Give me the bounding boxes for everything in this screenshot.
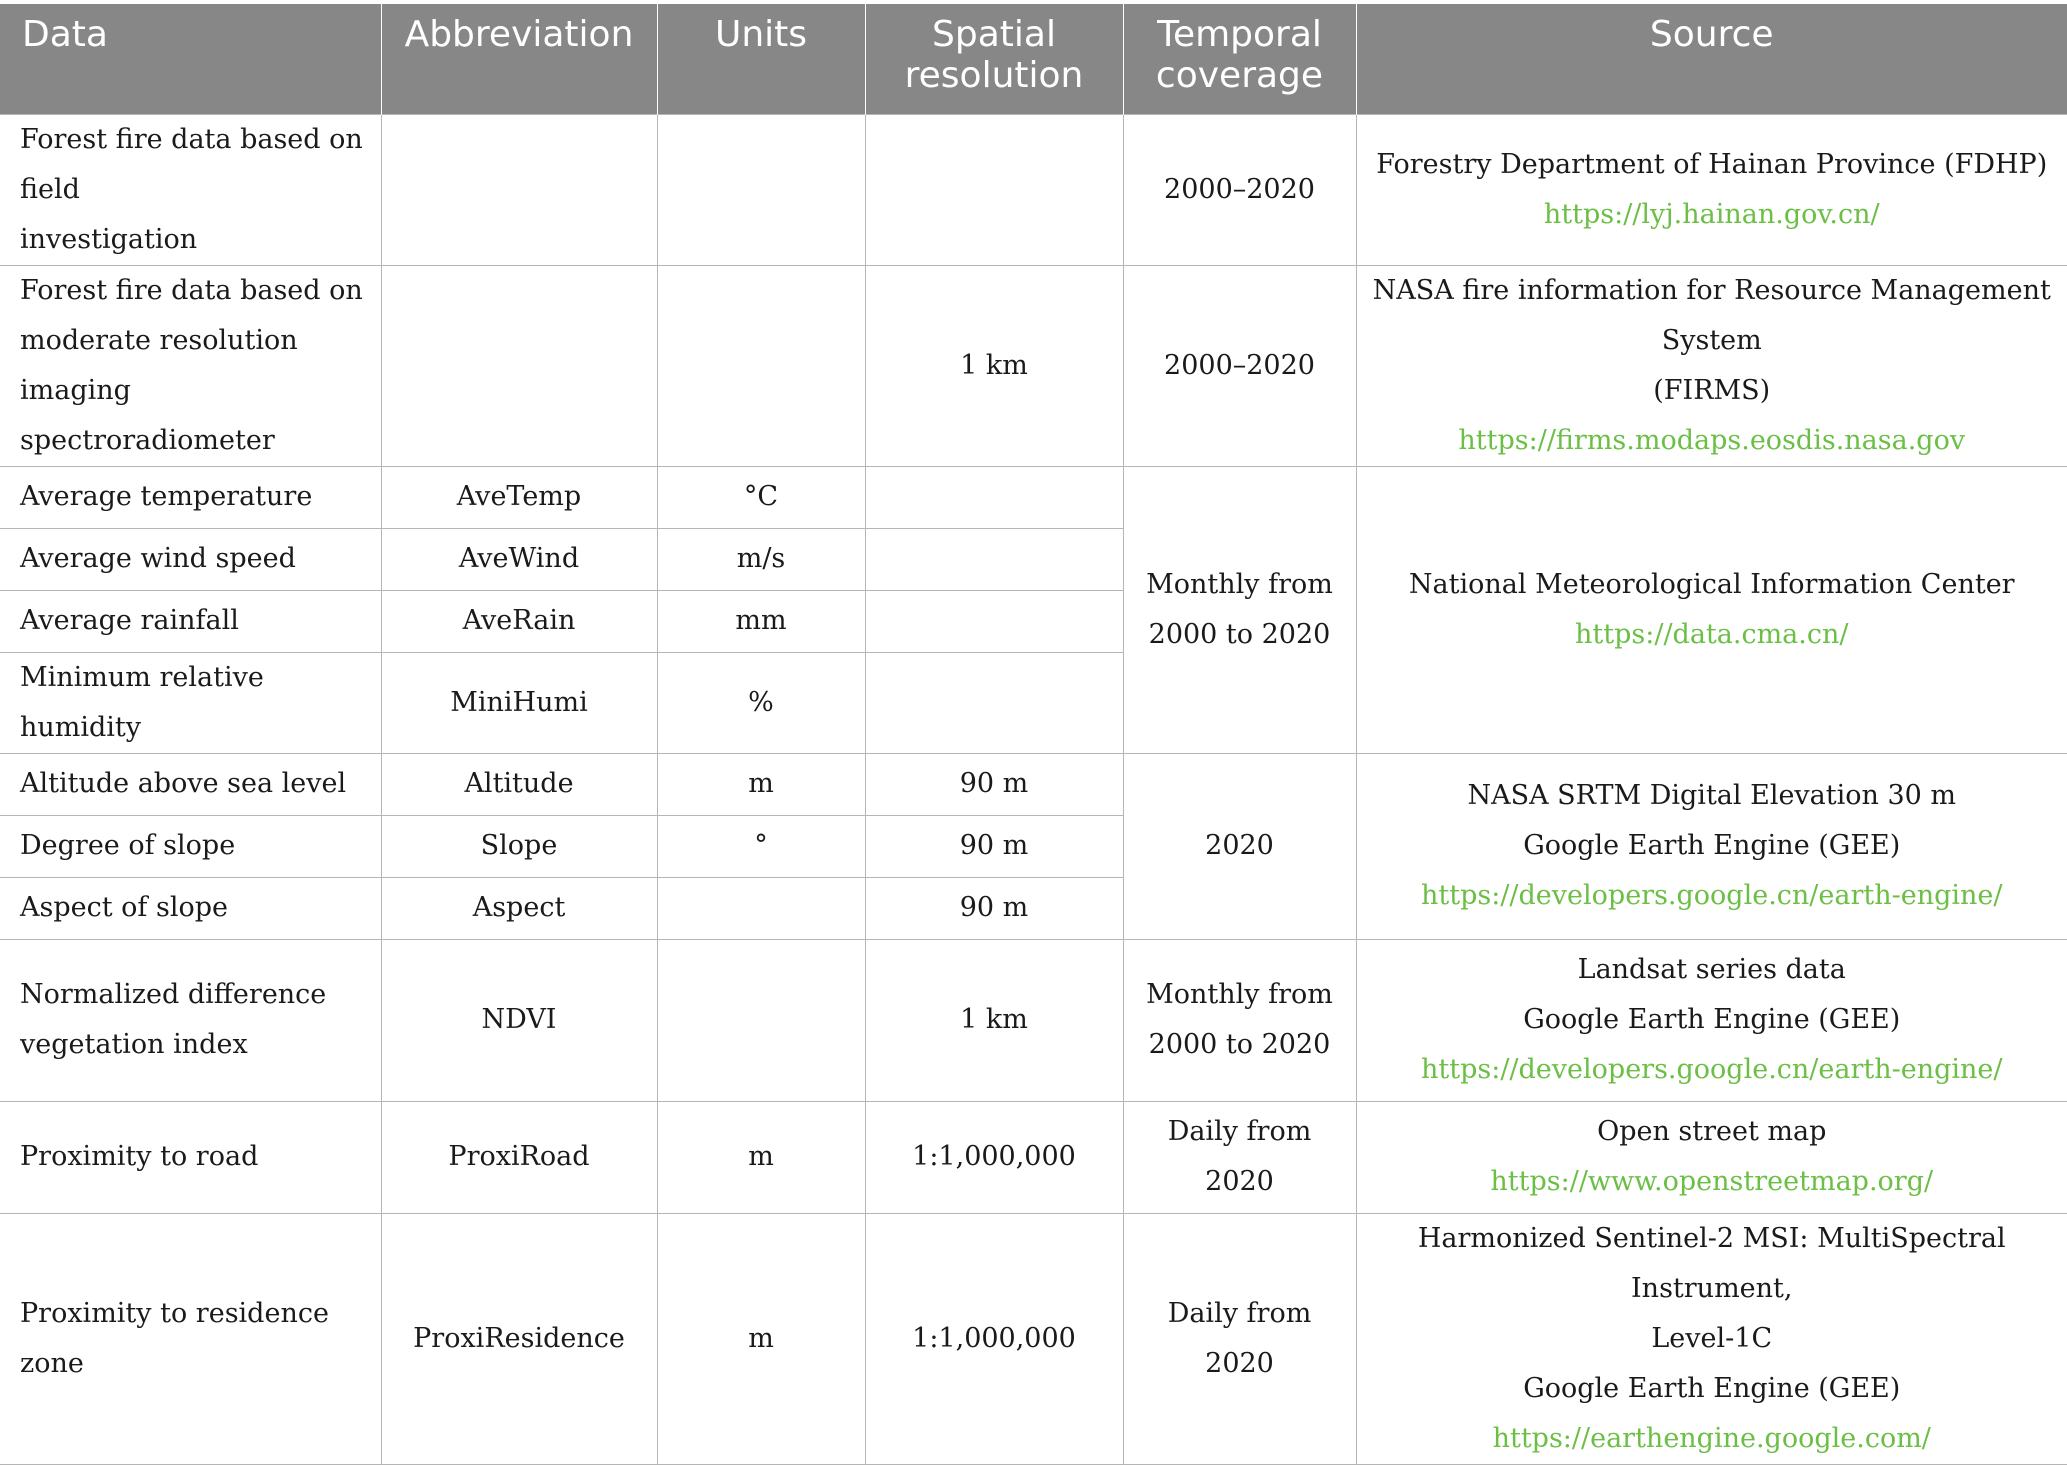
header-source: Source <box>1356 4 2067 114</box>
source-link[interactable]: https://developers.google.cn/earth-engine/ <box>1421 1054 2003 1085</box>
cell-spatial: 1 km <box>865 939 1123 1101</box>
source-link[interactable]: https://firms.modaps.eosdis.nasa.gov <box>1458 424 1966 456</box>
cell-spatial: 1:1,000,000 <box>865 1213 1123 1464</box>
cell-data: Average rainfall <box>0 590 381 652</box>
cell-units <box>657 877 865 939</box>
cell-source: Landsat series data Google Earth Engine (GEE) https://developers.google.cn/earth-engine/ <box>1356 939 2067 1101</box>
cell-abbreviation: Slope <box>381 815 657 877</box>
cell-spatial: 1:1,000,000 <box>865 1101 1123 1213</box>
cell-temporal: 2000–2020 <box>1123 265 1356 466</box>
cell-data: Degree of slope <box>0 815 381 877</box>
cell-spatial <box>865 466 1123 528</box>
cell-temporal: 2000–2020 <box>1123 114 1356 265</box>
source-link[interactable]: https://developers.google.cn/earth-engine/ <box>1421 880 2003 911</box>
cell-units <box>657 265 865 466</box>
cell-data: Minimum relative humidity <box>0 652 381 753</box>
cell-units <box>657 939 865 1101</box>
cell-abbreviation: NDVI <box>381 939 657 1101</box>
cell-abbreviation <box>381 265 657 466</box>
table-row <box>0 1101 2067 1213</box>
data-sources-table <box>0 4 2067 1465</box>
header-abbreviation: Abbreviation <box>381 4 657 114</box>
header-temporal-line-2: coverage <box>1155 55 1324 96</box>
cell-abbreviation: ProxiRoad <box>381 1101 657 1213</box>
table-row <box>0 753 2067 815</box>
cell-units: °C <box>657 466 865 528</box>
cell-abbreviation: ProxiResidence <box>381 1213 657 1464</box>
cell-source: Open street map https://www.openstreetmap.org/ <box>1356 1101 2067 1213</box>
cell-abbreviation: AveTemp <box>381 466 657 528</box>
cell-abbreviation <box>381 114 657 265</box>
cell-units <box>657 114 865 265</box>
cell-data: Proximity to residence zone <box>0 1213 381 1464</box>
source-link[interactable]: https://www.openstreetmap.org/ <box>1490 1166 1934 1197</box>
cell-abbreviation: Aspect <box>381 877 657 939</box>
cell-temporal: Monthly from 2000 to 2020 <box>1123 939 1356 1101</box>
cell-abbreviation: AveRain <box>381 590 657 652</box>
cell-data: Aspect of slope <box>0 877 381 939</box>
cell-units: m/s <box>657 528 865 590</box>
table-row <box>0 1213 2067 1464</box>
table-row <box>0 265 2067 466</box>
cell-temporal: 2020 <box>1123 753 1356 939</box>
cell-units: m <box>657 753 865 815</box>
cell-spatial: 90 m <box>865 815 1123 877</box>
header-temporal-coverage <box>1123 4 1356 114</box>
cell-spatial: 90 m <box>865 753 1123 815</box>
cell-data: Normalized difference vegetation index <box>0 939 381 1101</box>
header-spatial-resolution <box>865 4 1123 114</box>
cell-units: m <box>657 1101 865 1213</box>
cell-units: m <box>657 1213 865 1464</box>
cell-data: Average wind speed <box>0 528 381 590</box>
table-row <box>0 466 2067 528</box>
cell-temporal: Monthly from 2000 to 2020 <box>1123 466 1356 753</box>
source-link[interactable]: https://earthengine.google.com/ <box>1492 1422 1931 1454</box>
cell-abbreviation: AveWind <box>381 528 657 590</box>
source-link[interactable]: https://lyj.hainan.gov.cn/ <box>1543 198 1880 230</box>
cell-data: Proximity to road <box>0 1101 381 1213</box>
cell-source: Harmonized Sentinel-2 MSI: MultiSpectral Instrument, Level-1C Google Earth Engine (GEE) https://earthengine.google.com/ <box>1356 1213 2067 1464</box>
cell-source: NASA fire information for Resource Management System (FIRMS) https://firms.modaps.eosdis.nasa.gov <box>1356 265 2067 466</box>
table-header-row <box>0 4 2067 114</box>
header-spatial-line-2: resolution <box>904 55 1084 96</box>
cell-data: Average temperature <box>0 466 381 528</box>
cell-data: Forest fire data based on moderate resolution imaging spectroradiometer <box>0 265 381 466</box>
cell-source: National Meteorological Information Center https://data.cma.cn/ <box>1356 466 2067 753</box>
cell-spatial <box>865 528 1123 590</box>
header-temporal-line-1: Temporal <box>1157 14 1322 55</box>
cell-data: Forest fire data based on field investigation <box>0 114 381 265</box>
cell-units: ° <box>657 815 865 877</box>
cell-spatial <box>865 652 1123 753</box>
table-row <box>0 114 2067 265</box>
cell-source: NASA SRTM Digital Elevation 30 m Google Earth Engine (GEE) https://developers.google.cn/earth-engine/ <box>1356 753 2067 939</box>
header-units: Units <box>657 4 865 114</box>
header-spatial-line-1: Spatial <box>932 14 1056 55</box>
cell-spatial <box>865 114 1123 265</box>
source-link[interactable]: https://data.cma.cn/ <box>1575 618 1849 650</box>
cell-spatial: 90 m <box>865 877 1123 939</box>
header-data: Data <box>0 4 381 114</box>
cell-source: Forestry Department of Hainan Province (FDHP) https://lyj.hainan.gov.cn/ <box>1356 114 2067 265</box>
cell-spatial: 1 km <box>865 265 1123 466</box>
cell-data: Altitude above sea level <box>0 753 381 815</box>
cell-spatial <box>865 590 1123 652</box>
cell-abbreviation: Altitude <box>381 753 657 815</box>
cell-units: mm <box>657 590 865 652</box>
table-row <box>0 939 2067 1101</box>
cell-temporal: Daily from 2020 <box>1123 1213 1356 1464</box>
cell-units: % <box>657 652 865 753</box>
cell-temporal: Daily from 2020 <box>1123 1101 1356 1213</box>
cell-abbreviation: MiniHumi <box>381 652 657 753</box>
